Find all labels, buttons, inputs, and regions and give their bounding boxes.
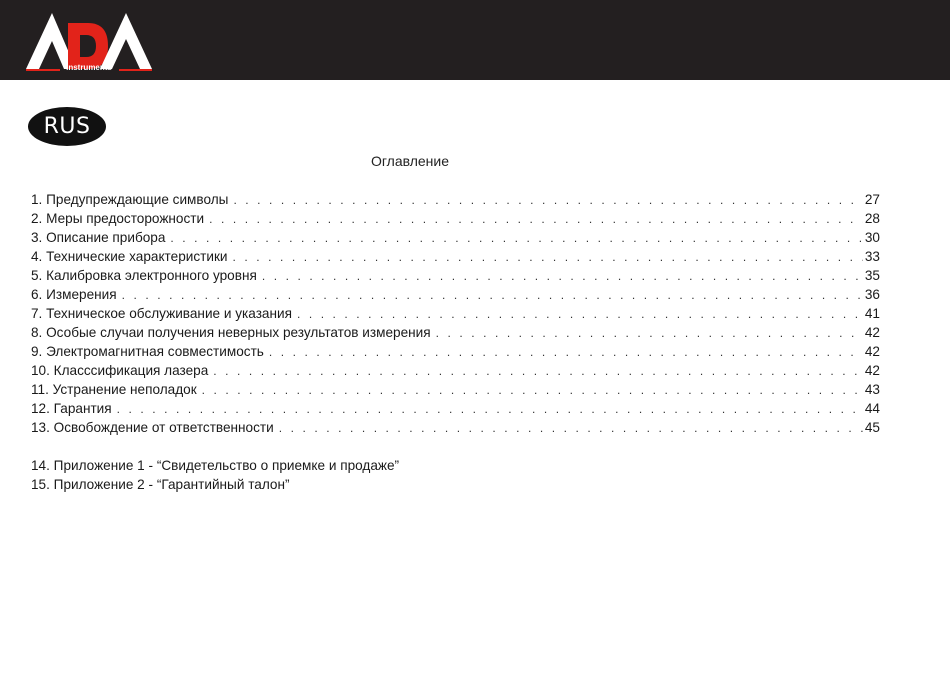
toc-entry-page: 44 bbox=[864, 401, 880, 416]
toc-title: Оглавление bbox=[370, 153, 450, 169]
dot-leader bbox=[262, 267, 863, 286]
toc-entry-page: 42 bbox=[864, 363, 880, 378]
toc-entry bbox=[31, 209, 880, 228]
toc-entry-label: 8. Особые случаи получения неверных результатов измерения bbox=[31, 325, 431, 340]
language-badge bbox=[28, 107, 106, 146]
toc-entry bbox=[31, 285, 880, 304]
dot-leader bbox=[436, 324, 863, 343]
dot-leader bbox=[269, 343, 863, 362]
ada-instruments-logo bbox=[24, 9, 154, 73]
toc-entry bbox=[31, 247, 880, 266]
logo-subtitle: instruments bbox=[66, 63, 112, 72]
toc-entry-label: 7. Техническое обслуживание и указания bbox=[31, 306, 292, 321]
toc-entry-label: 9. Электромагнитная совместимость bbox=[31, 344, 264, 359]
toc-entry-label: 12. Гарантия bbox=[31, 401, 112, 416]
toc-entry-page: 43 bbox=[864, 382, 880, 397]
toc-entry-page: 27 bbox=[864, 192, 880, 207]
toc-entry-page: 42 bbox=[864, 325, 880, 340]
toc-entry bbox=[31, 361, 880, 380]
appendix-item: 15. Приложение 2 - “Гарантийный талон” bbox=[31, 477, 290, 492]
dot-leader bbox=[122, 286, 863, 305]
toc-entry-page: 36 bbox=[864, 287, 880, 302]
dot-leader bbox=[202, 381, 863, 400]
dot-leader bbox=[213, 362, 863, 381]
dot-leader bbox=[297, 305, 863, 324]
dot-leader bbox=[170, 229, 862, 248]
dot-leader bbox=[233, 248, 863, 267]
toc-entry-label: 11. Устранение неполадок bbox=[31, 382, 197, 397]
toc-entry-label: 5. Калибровка электронного уровня bbox=[31, 268, 257, 283]
table-of-contents bbox=[31, 190, 880, 437]
toc-entry bbox=[31, 418, 880, 437]
ada-logo-icon bbox=[24, 9, 154, 73]
dot-leader bbox=[209, 210, 863, 229]
toc-entry-page: 35 bbox=[864, 268, 880, 283]
toc-entry-label: 13. Освобождение от ответственности bbox=[31, 420, 274, 435]
toc-entry bbox=[31, 342, 880, 361]
language-code: RUS bbox=[43, 114, 91, 139]
toc-entry bbox=[31, 266, 880, 285]
toc-entry-label: 3. Описание прибора bbox=[31, 230, 166, 245]
toc-entry bbox=[31, 228, 880, 247]
toc-entry-page: 30 bbox=[864, 230, 880, 245]
toc-entry-page: 45 bbox=[864, 420, 880, 435]
toc-entry-page: 41 bbox=[864, 306, 880, 321]
toc-entry-page: 28 bbox=[864, 211, 880, 226]
page-header bbox=[0, 0, 950, 80]
toc-entry-label: 6. Измерения bbox=[31, 287, 117, 302]
toc-entry-page: 42 bbox=[864, 344, 880, 359]
toc-entry-page: 33 bbox=[864, 249, 880, 264]
toc-entry-label: 10. Класссификация лазера bbox=[31, 363, 209, 378]
toc-entry bbox=[31, 304, 880, 323]
toc-entry-label: 1. Предупреждающие символы bbox=[31, 192, 229, 207]
dot-leader bbox=[117, 400, 863, 419]
dot-leader bbox=[233, 191, 862, 210]
toc-entry bbox=[31, 190, 880, 209]
appendix-item: 14. Приложение 1 - “Свидетельство о приемке и продаже” bbox=[31, 458, 400, 473]
toc-entry-label: 2. Меры предосторожности bbox=[31, 211, 205, 226]
toc-entry-label: 4. Технические характеристики bbox=[31, 249, 228, 264]
toc-entry bbox=[31, 380, 880, 399]
toc-entry bbox=[31, 399, 880, 418]
toc-entry bbox=[31, 323, 880, 342]
appendices-list bbox=[31, 456, 399, 494]
dot-leader bbox=[279, 419, 863, 438]
